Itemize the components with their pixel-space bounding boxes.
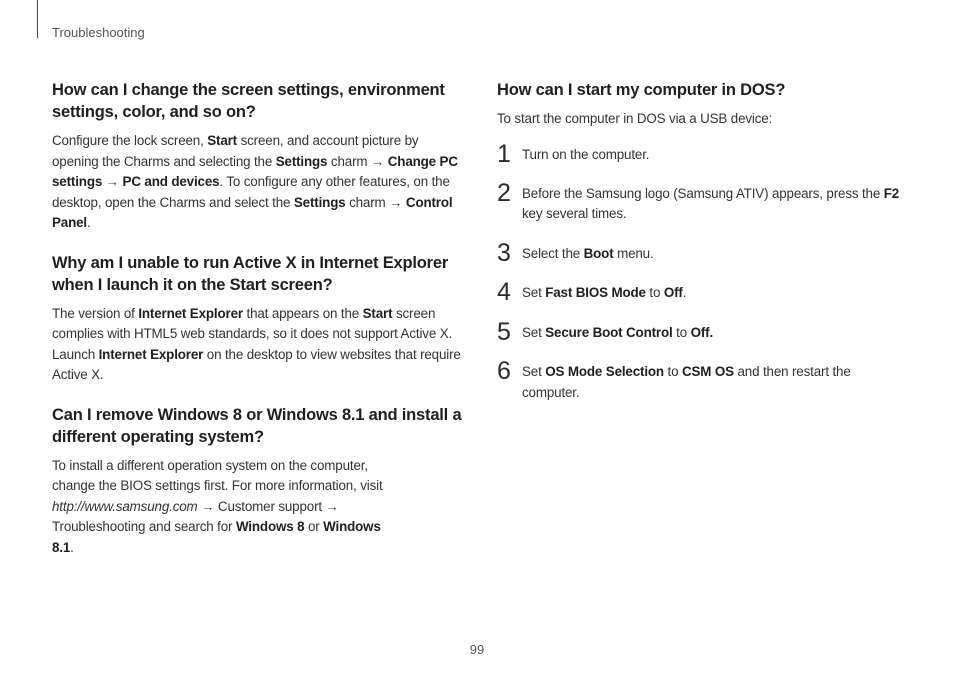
text-run: screen complies with HTML5 web standards, so it does not support Active X. Launch	[52, 305, 453, 362]
text-run: charm →	[327, 153, 388, 169]
step-item	[497, 178, 907, 225]
bold-term: Change PC settings	[52, 153, 458, 189]
step-list	[497, 140, 907, 403]
text-run: .	[682, 285, 687, 300]
text-run: .	[70, 539, 74, 555]
question-heading: Why am I unable to run Active X in Internet Explorer when I launch it on the Start screen?	[52, 253, 449, 294]
bold-term: Internet Explorer	[98, 346, 204, 362]
text-run: menu.	[613, 245, 654, 261]
bold-term: Windows 8.1	[52, 519, 381, 555]
text-run: to	[663, 364, 682, 379]
bold-term: Start	[362, 305, 393, 321]
bold-term: Secure Boot Control	[545, 324, 673, 340]
question-heading: How can I start my computer in DOS?	[497, 81, 786, 99]
text-run: key several times.	[522, 206, 627, 221]
text-run: on the desktop to view websites that require Active X.	[52, 346, 461, 382]
text-run: The version of	[52, 305, 139, 321]
faq-remove-windows	[52, 404, 462, 559]
text-run: screen, and account picture by opening the Charms and selecting the	[52, 133, 419, 169]
text-run: . To configure any other features, on the desktop, open the Charms and select the	[52, 174, 450, 210]
text-run: →	[102, 174, 123, 189]
step-number: 3	[497, 238, 511, 267]
bold-term: Fast BIOS Mode	[545, 285, 646, 300]
bold-term: Off	[663, 285, 683, 300]
text-run: that appears on the	[242, 305, 363, 321]
text-run: charm →	[345, 194, 406, 210]
bold-term: Windows 8	[235, 519, 305, 534]
text-run: → Customer support → Troubleshooting and search for	[52, 498, 339, 534]
step-item	[497, 278, 907, 306]
intro-text: To start the computer in DOS via a USB device:	[497, 111, 773, 126]
bold-term: OS Mode Selection	[545, 364, 664, 379]
bold-term: Settings	[275, 153, 328, 169]
step-item	[497, 140, 907, 168]
bold-term: CSM OS	[681, 364, 734, 379]
step-number: 5	[497, 317, 511, 346]
faq-screen-settings	[52, 79, 462, 234]
text-run: Before the Samsung logo (Samsung ATIV) appears, press the	[522, 185, 884, 201]
bold-term: Internet Explorer	[138, 305, 243, 321]
section-label: Troubleshooting	[52, 25, 145, 40]
bold-term: PC and devices	[122, 174, 220, 189]
text-run: and then restart the computer.	[522, 364, 851, 400]
step-number: 4	[497, 278, 511, 306]
right-column	[497, 79, 907, 403]
text-run: .	[86, 215, 91, 230]
step-number: 2	[497, 178, 511, 207]
page-number: 99	[469, 642, 485, 657]
bold-term: Settings	[293, 194, 346, 210]
text-run: Select the	[522, 245, 584, 261]
question-heading: How can I change the screen settings, environment settings, color, and so on?	[52, 81, 445, 121]
text-run: or	[304, 519, 324, 534]
bold-term: Control Panel	[52, 194, 453, 230]
step-item	[497, 317, 907, 346]
answer-text	[52, 131, 462, 234]
bold-term: Boot	[583, 245, 614, 261]
answer-text	[52, 456, 397, 559]
bold-term: Start	[207, 133, 237, 148]
step-number: 1	[497, 140, 511, 168]
header-rule	[37, 0, 38, 38]
faq-active-x	[52, 252, 462, 386]
text-run: Configure the lock screen,	[52, 133, 208, 148]
step-item	[497, 357, 907, 403]
text-run: Set	[522, 324, 546, 340]
bold-term: Off.	[690, 324, 714, 340]
text-run: Set	[522, 364, 546, 379]
question-heading: Can I remove Windows 8 or Windows 8.1 and install a different operating system?	[52, 405, 462, 446]
text-run: Set	[522, 285, 546, 300]
text-run: Turn on the computer.	[522, 147, 650, 162]
samsung-link[interactable]: http://www.samsung.com	[52, 498, 198, 514]
step-number: 6	[497, 357, 511, 385]
left-column	[52, 79, 462, 576]
text-run: To install a different operation system on the computer, change the BIOS settings first. For more information, visit	[52, 457, 383, 493]
bold-term: F2	[883, 185, 900, 201]
text-run: to	[672, 324, 691, 340]
answer-text	[52, 304, 462, 386]
step-item	[497, 238, 907, 267]
text-run: to	[645, 285, 664, 300]
